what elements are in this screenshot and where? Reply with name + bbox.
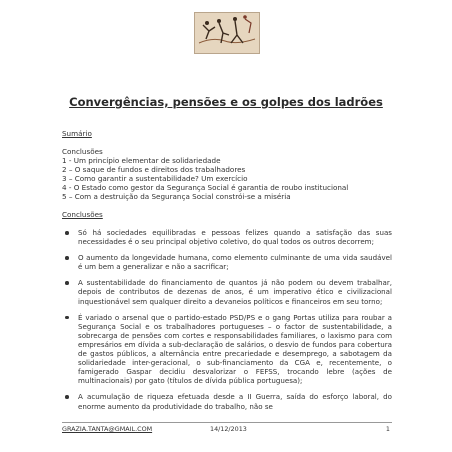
summary-heading: Sumário <box>62 129 92 138</box>
summary-item: 1 - Um princípio elementar de solidariedade <box>62 156 221 165</box>
footer-divider <box>62 422 392 423</box>
cave-painting-icon <box>195 13 259 53</box>
list-item: A sustentabilidade do financiamento de quantos já não podem ou devem trabalhar, depois de contributos de dezenas de anos, é um imperativo ético e civilizacional inquestionável sem qualquer direito a devaneios políticos e financeiros em seu torno; <box>62 278 392 305</box>
header-artwork-image <box>194 12 260 54</box>
list-item: A acumulação de riqueza efetuada desde a II Guerra, saída do esforço laboral, do enorme aumento da produtividade do trabalho, não se <box>62 392 392 410</box>
summary-item: 4 - O Estado como gestor da Segurança Social é garantia de roubo institucional <box>62 183 349 192</box>
list-item: É variado o arsenal que o partido-estado PSD/PS e o gang Portas utiliza para roubar a Segurança Social e os trabalhadores portugueses – o factor de sustentabilidade, a sobrecarga de pensões com cortes e responsabilidades familiares, o laxismo para com empresários em dívida a sub-declaração de salários, o desvio de fundos para cobertura de gastos públicos, a alternância entre precariedade e desemprego, a sabotagem da solidariedade inter-geracional, o sub-financiamento da CGA e, recentemente, o famigerado Gaspar decidiu desvalorizar o FEFSS, trocando lebre (ações de multinacionais) por gato (títulos de dívida pública portuguesa); <box>62 313 392 386</box>
summary-item: 3 – Como garantir a sustentabilidade? Um exercício <box>62 174 248 183</box>
footer-date: 14/12/2013 <box>210 425 247 433</box>
summary-item: Conclusões <box>62 147 103 156</box>
conclusions-heading: Conclusões <box>62 210 103 219</box>
list-item: O aumento da longevidade humana, como elemento culminante de uma vida saudável é um bem a generalizar e não a sacrificar; <box>62 253 392 271</box>
summary-item: 2 – O saque de fundos e direitos dos trabalhadores <box>62 165 246 174</box>
summary-item: 5 – Com a destruição da Segurança Social constrói-se a miséria <box>62 192 291 201</box>
footer-email-link[interactable]: GRAZIA.TANTA@GMAIL.COM <box>62 425 153 433</box>
page-number: 1 <box>385 425 390 433</box>
conclusions-list <box>62 228 392 418</box>
page-footer <box>62 425 392 435</box>
document-title: Convergências, pensões e os golpes dos ladrões <box>69 95 383 109</box>
list-item: Só há sociedades equilibradas e pessoas felizes quando a satisfação das suas necessidades é o seu principal objetivo coletivo, do qual todos os outros decorrem; <box>62 228 392 246</box>
